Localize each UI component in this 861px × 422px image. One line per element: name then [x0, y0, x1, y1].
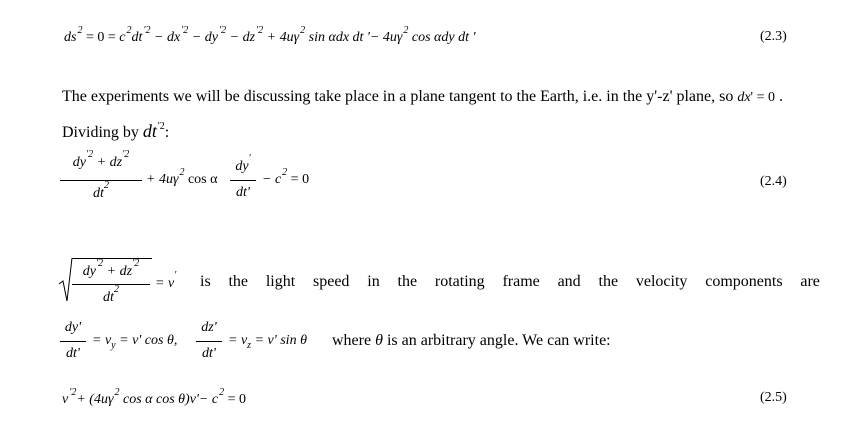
paragraph-2	[62, 121, 169, 142]
equation-2-3	[64, 25, 476, 46]
equation-number-2-5: (2.5)	[760, 390, 787, 405]
eq-sup: '2	[256, 25, 264, 36]
inline-math: dx	[737, 90, 751, 105]
equation-number-2-4: (2.4)	[760, 174, 787, 189]
eq-term: = v	[155, 276, 175, 291]
eq-term: − dz	[226, 30, 256, 45]
eq-term: cos αdy dt '	[408, 30, 476, 45]
eq-term: = 0 =	[82, 30, 120, 45]
inline-math: dt	[142, 121, 157, 141]
fraction-denominator: dt'	[66, 346, 80, 361]
eq-sup: 2	[114, 387, 120, 398]
eq-sup: 2	[282, 167, 288, 178]
eq-term: c	[119, 30, 126, 45]
eq-term: = v' sin θ	[254, 333, 307, 348]
fraction-denominator: dt'	[236, 185, 250, 200]
fraction-line	[60, 180, 142, 181]
eq-term: dt	[131, 30, 143, 45]
eq-term: dt	[103, 290, 114, 305]
paragraph-text: where	[332, 332, 372, 349]
eq-sup: 2	[300, 25, 306, 36]
eq-term: cos α	[184, 172, 218, 187]
fraction-numerator: dy'	[64, 320, 82, 335]
eq-sup: '2	[132, 258, 140, 269]
eq-sub: z	[247, 340, 252, 351]
eq-term: = v	[92, 333, 112, 348]
eq-sup: 2	[403, 25, 409, 36]
word: rotating	[434, 273, 485, 290]
word: components	[705, 273, 783, 290]
eq-sup: 2	[113, 284, 119, 295]
equation-number-2-3: (2.3)	[760, 29, 787, 44]
eq-sup: '2	[143, 25, 151, 36]
equation-2-5	[62, 387, 246, 408]
fraction-denominator: dt'	[202, 346, 216, 361]
paragraph-text: Dividing by	[62, 124, 139, 141]
eq-term: + (4uγ	[76, 392, 114, 407]
word: is	[200, 273, 211, 290]
eq-term: + dz	[103, 264, 133, 279]
eq-sup: 2	[179, 167, 185, 178]
word: are	[800, 273, 820, 290]
paragraph-text: :	[164, 124, 170, 141]
word: and	[557, 273, 581, 290]
eq-term: + 4uγ	[263, 30, 300, 45]
eq-sup: '2	[122, 149, 130, 160]
inline-math: ' = 0	[750, 90, 775, 105]
eq-term: dy	[82, 264, 97, 279]
word: the	[228, 273, 249, 290]
eq-term: − dx	[150, 30, 181, 45]
eq-term	[155, 270, 177, 292]
eq-sup: '2	[181, 25, 189, 36]
eq-term: − c	[262, 172, 282, 187]
word: in	[367, 273, 380, 290]
word: speed	[313, 273, 350, 290]
fraction-numerator: dz'	[201, 320, 217, 335]
eq-sup: '2	[218, 25, 227, 36]
fraction-line	[230, 180, 256, 181]
eq-sub: y	[111, 340, 116, 351]
word: the	[397, 273, 418, 290]
fraction-line	[72, 284, 150, 285]
eq-middle	[146, 167, 218, 188]
fraction-denominator	[70, 284, 152, 306]
word: the	[598, 273, 619, 290]
justified-sentence	[200, 273, 820, 291]
eq-sup: 2	[126, 25, 132, 36]
eq-term	[92, 333, 177, 349]
eq-term: + dz	[93, 155, 123, 170]
eq-sup: '2	[69, 387, 77, 398]
velocity-text	[332, 332, 611, 350]
paragraph-text: .	[778, 88, 783, 105]
eq-sup: '2	[96, 258, 104, 269]
eq-sup: '2	[86, 149, 94, 160]
eq-term: cos α cos θ)v'− c	[119, 392, 219, 407]
eq-term: = v	[228, 333, 248, 348]
eq-term: dy	[235, 159, 249, 174]
fraction-numerator	[60, 149, 142, 171]
radical-bar	[72, 258, 152, 259]
eq-sup: 2	[103, 180, 109, 191]
fraction-numerator	[228, 153, 258, 175]
eq-term: ds	[64, 30, 77, 45]
eq-sup: '2	[157, 121, 165, 132]
eq-term: = v' cos θ,	[119, 333, 178, 348]
eq-sup: 2	[219, 387, 225, 398]
eq-term	[228, 333, 307, 349]
word: light	[265, 273, 296, 290]
fraction-line	[60, 341, 86, 342]
eq-sup: 2	[77, 25, 83, 36]
fraction-denominator	[60, 180, 142, 202]
eq-tail	[262, 167, 310, 188]
eq-sup: '	[248, 153, 251, 164]
paragraph-1	[62, 88, 783, 106]
eq-term: dt	[93, 186, 104, 201]
paragraph-text: The experiments we will be discussing take place in a plane tangent to the Earth, i.e. in the y'-z' plane, so	[62, 88, 734, 105]
eq-term: v	[62, 392, 69, 407]
eq-term: = 0	[224, 392, 246, 407]
fraction-line	[196, 341, 222, 342]
fraction-numerator	[70, 258, 152, 280]
word: frame	[502, 273, 540, 290]
eq-term: dy	[72, 155, 87, 170]
eq-sup: '	[174, 270, 177, 281]
eq-term: + 4uγ	[146, 172, 179, 187]
eq-term: − dy	[188, 30, 218, 45]
inline-math: θ	[375, 332, 383, 349]
word: velocity	[635, 273, 688, 290]
paragraph-text: is an arbitrary angle. We can write:	[386, 332, 611, 349]
eq-term: sin αdx dt '− 4uγ	[305, 30, 403, 45]
eq-term: = 0	[287, 172, 310, 187]
